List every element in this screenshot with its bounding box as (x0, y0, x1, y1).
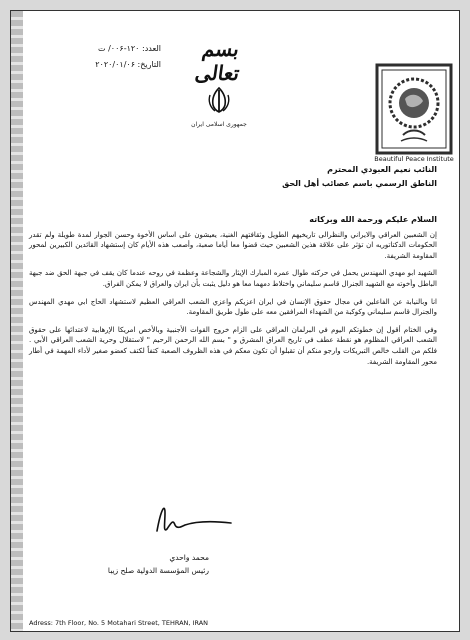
reference-block (51, 41, 161, 73)
footer-address: Adress: 7th Floor, No. 5 Motahari Street, TEHRAN, IRAN (29, 619, 209, 627)
body-paragraph-1: إن الشعبين العراقي والايراني والنظرالى تاريخيهم الطويل وثقافتهم الغنية، يعيشون على اساس الأخوة وحسن الجوار لمدة طويلة ولم تقدر الحكومات الدكتاتوريه ان تؤثر على علاقة هذين الشعبين حيث قضوا معا أياما صعبة، وأصعب هذه الأيام كان إستشهاد القائدين الكبيرين لمحور المقاومة الشريفة. (29, 230, 437, 260)
body-paragraph-2: الشهيد ابو مهدي المهندس يحمل في حركته طوال عمره المبارك الإيثار والشجاعة وعظمة في روحه عندما كان يقف في جبهة الحق ضد جبهة الباطل وأخوته مع الشهيد الجنرال قاسم سليماني واختلاط دمهما معا هو دليل يثبت بأن ايران والعراق لا يمكن الفراق. (29, 269, 437, 288)
institute-name-label: Beautiful Peace Institute (374, 155, 454, 163)
signatory-name: محمد واحدي (169, 553, 209, 562)
institute-logo-icon (375, 63, 453, 155)
iran-emblem-icon (204, 85, 234, 115)
reference-number: العدد: ۱۲۰-۰۰۶/ ت (98, 44, 161, 53)
letterhead-emblem (189, 37, 249, 128)
addressee-name: النائب نعيم العبودي المحترم (327, 165, 437, 174)
scan-edge-strip (11, 11, 23, 631)
signatory-block (29, 551, 209, 577)
signatory-title: رئيس المؤسسة الدولية صلح زيبا (107, 566, 209, 575)
letter-page (10, 10, 460, 632)
emblem-subcaption: جمهوری اسلامی ایران (191, 121, 247, 128)
body-paragraph-3: انا وبالنيابة عن الفاعلين في مجال حقوق الإنسان في ايران اعزيكم واعزي الشعب العراقي العظيم لاستشهاد الحاج ابي مهدي المهندس والجنرال قاسم سليماني وكوكبة من الشهداء المرافقين معه على طول طريق المقاومة. (29, 297, 437, 317)
greeting: السلام عليكم ورحمة الله وبركاته (309, 215, 437, 224)
body-paragraph-4: وفي الختام أقول إن خطوتكم اليوم في البرلمان العراقي على الزام خروج القوات الأجنبية وبالأخص امريكا الإرهابية لاعتدائها على حقوق الشعب العراقي المظلوم هو نقطة عطف في تاريخ العراق المشرق و " بسم الله الرحمن الرحيم " لاستقلال وحرية الشعب العراقي الأبي . فلكم من القلب خالص التبريكات وارجو منكم أن تقبلوا أن تكون معكم في هذه الظروف الصعبة كتفاً لكتف كعضو صغير لأداء المهمة في أطار محور المقاومة الشريفة. (29, 325, 437, 366)
handwritten-signature (151, 499, 235, 539)
addressee-block (157, 163, 437, 191)
reference-date: التاريخ: ۲۰۲۰/۰۱/۰۶ (95, 60, 161, 69)
addressee-title: الناطق الرسمي باسم عصائب أهل الحق (282, 179, 437, 188)
bismillah-calligraphy: بسم تعالى (193, 37, 242, 85)
letter-body (29, 215, 437, 374)
